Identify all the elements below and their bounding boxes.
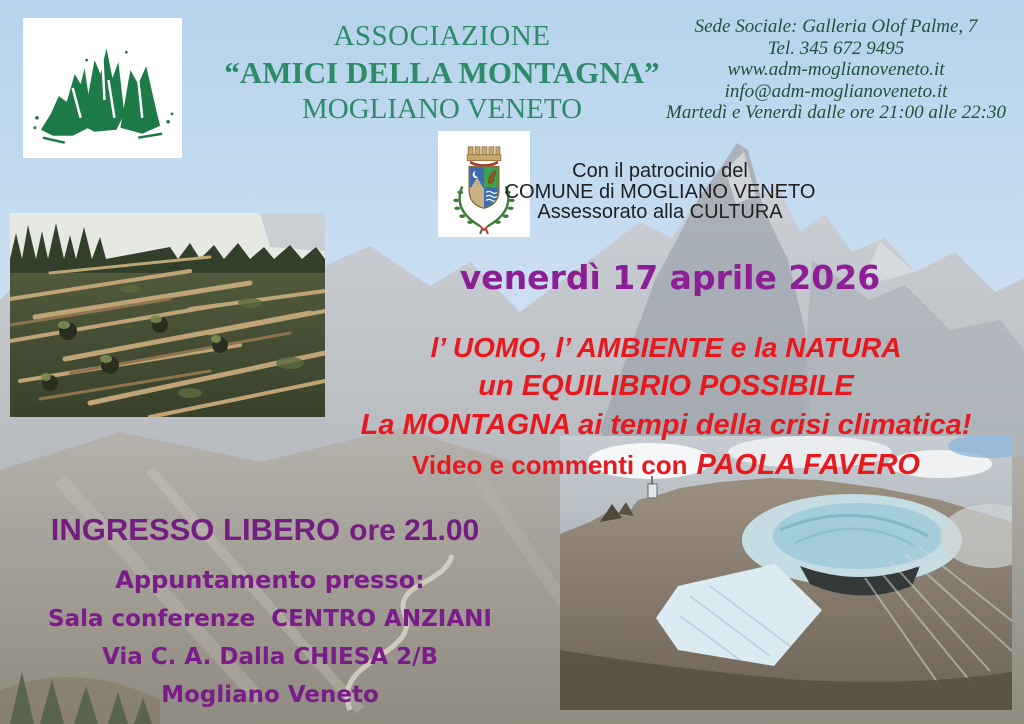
event-date: venerdì 17 aprile 2026 [459, 258, 881, 297]
venue-line4: Mogliano Veneto [161, 682, 379, 708]
association-title [212, 18, 672, 127]
event-title-line1: l’ UOMO, l’ AMBIENTE e la NATURA [430, 332, 902, 363]
event-title-block [320, 328, 1012, 485]
venue-line3: Via C. A. Dalla CHIESA 2/B [101, 644, 438, 670]
contact-website: www.adm-moglianoveneto.it [727, 59, 945, 80]
event-title-line2: un EQUILIBRIO POSSIBILE [478, 370, 854, 402]
speaker-name: PAOLA FAVERO [696, 449, 920, 481]
admission-label: INGRESSO LIBERO [50, 512, 341, 547]
photo-fallen-trees [10, 213, 325, 417]
contact-info [640, 16, 1024, 124]
venue-line2: Sala conferenze CENTRO ANZIANI [48, 606, 492, 632]
admission-line [30, 512, 500, 548]
contact-hours: Martedì e Venerdì dalle ore 21:00 alle 22:30 [666, 102, 1006, 123]
patronage-line3: Assessorato alla CULTURA [537, 201, 783, 223]
association-logo [23, 18, 182, 158]
venue-block [15, 560, 525, 714]
patronage-line1: Con il patrocinio del [572, 160, 748, 182]
speaker-prefix: Video e commenti con [412, 450, 688, 480]
admission-time: ore 21.00 [349, 514, 480, 547]
contact-phone: Tel. 345 672 9495 [767, 37, 905, 59]
association-name-line1: ASSOCIAZIONE [333, 20, 551, 52]
green-mountains-logo-icon [23, 18, 182, 158]
venue-line1: Appuntamento presso: [115, 566, 425, 594]
contact-address: Sede Sociale: Galleria Olof Palme, 7 [694, 16, 978, 37]
fallen-trees-photo-image [10, 213, 325, 417]
patronage-block [460, 161, 860, 223]
association-name-line2: “AMICI DELLA MONTAGNA” [224, 55, 660, 90]
event-title-line3: La MONTAGNA ai tempi della crisi climatica! [360, 409, 972, 441]
patronage-line2: COMUNE di MOGLIANO VENETO [504, 180, 816, 203]
association-name-line3: MOGLIANO VENETO [301, 93, 583, 125]
contact-email: info@adm-moglianoveneto.it [724, 80, 948, 102]
speaker-line [320, 445, 1012, 485]
